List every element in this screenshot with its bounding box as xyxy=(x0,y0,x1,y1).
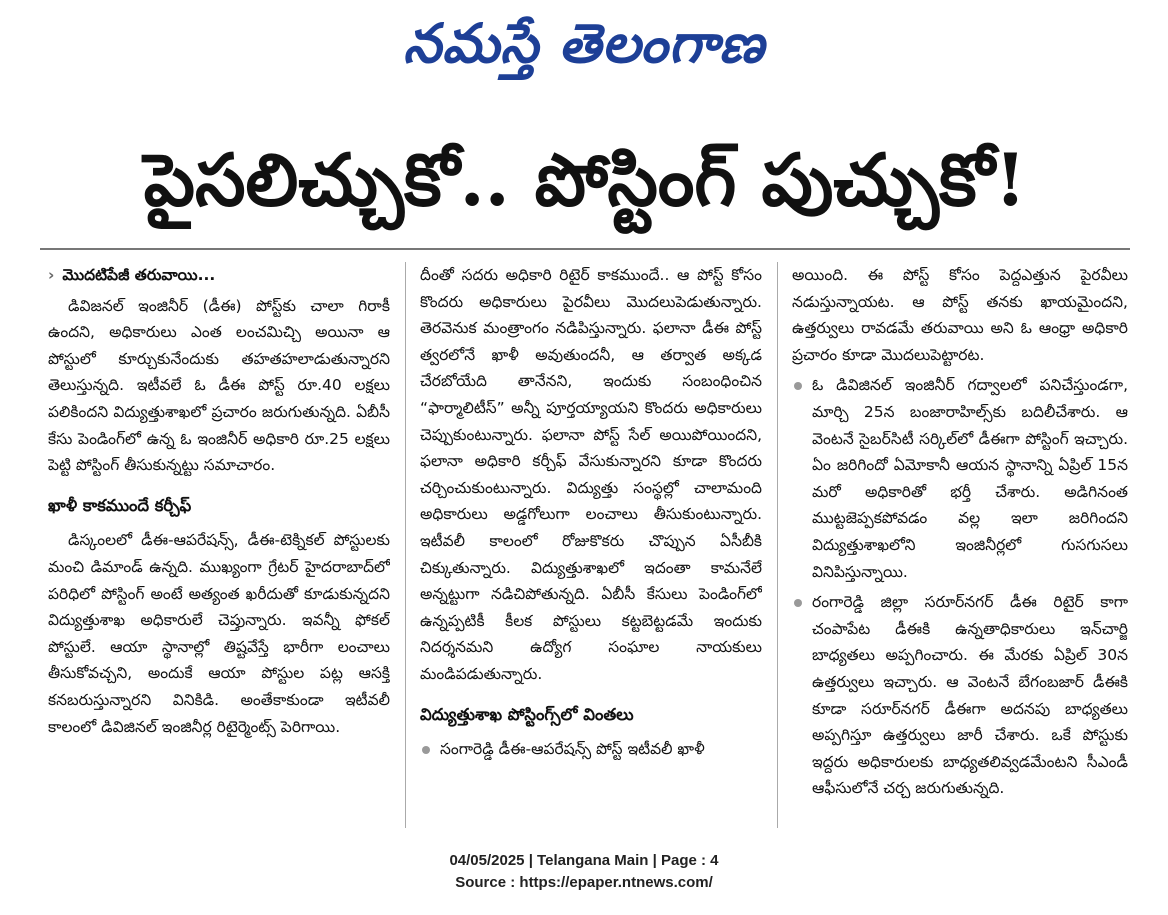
bullet-item xyxy=(420,736,762,763)
article-column-1 xyxy=(48,262,390,830)
bullet-dot-icon xyxy=(422,746,430,754)
paragraph: దీంతో సదరు అధికారి రిటైర్ కాకముందే.. ఆ పోస్ట్ కోసం కొందరు అధికారులు పైరవీలు మొదలుపెడుతున్నారు. తెరవెనుక మంత్రాంగం నడిపిస్తున్నారు. ఫలానా డీఈ పోస్ట్ త్వరలోనే ఖాళీ అవుతుందనీ, ఆ తర్వాత అక్కడ చేరబోయేది తానేనని, ఇందుకు సంబంధించిన “ఫార్మాలిటీస్” అన్నీ పూర్తయ్యాయని కొందరు అధికారులు చెప్పుకుంటున్నారు. ఫలానా పోస్ట్ సేల్ అయిపోయిందని, ఫలానా అధికారి కర్చీఫ్ వేసుకున్నారని కూడా కొందరు చర్చించుకుంటున్నారు. విద్యుత్తు సంస్థల్లో చాలామంది అధికారులు అడ్డగోలుగా లంచాలు తీసుకుంటున్నారు. ఇటీవలీ కాలంలో రోజుకొకరు చొప్పున ఏసీబీకి చిక్కుతున్నారు. విద్యుత్తుశాఖలో ఇదంతా కామనేలే అన్నట్టుగా నడిచిపోతున్నది. ఏబీసీ కేసులు పెండింగ్‌లో ఉన్నప్పటికీ కీలక పోస్టులు కట్టబెట్టడమే ఇందుకు నిదర్శనమని ఉద్యోగ సంఘాల నాయకులు మండిపడుతున్నారు. xyxy=(420,266,762,683)
paragraph: అయింది. ఈ పోస్ట్ కోసం పెద్దఎత్తున పైరవీలు నడుస్తున్నాయట. ఆ పోస్ట్ తనకు ఖాయమైందని, ఉత్తర్వులు రావడమే తరువాయి అని ఓ ఆంధ్రా అధికారి ప్రచారం కూడా మొదలుపెట్టారట. xyxy=(792,266,1128,364)
page-footer xyxy=(0,850,1168,894)
paragraph: డిస్కంలలో డీఈ-ఆపరేషన్స్, డీఈ-టెక్నికల్ పోస్టులకు మంచి డిమాండ్ ఉన్నది. ముఖ్యంగా గ్రేటర్ హైదరాబాద్‌లో పరిధిలో పోస్టింగ్ అంటే అత్యంత ఖరీదుతో కూడుకున్నదని విద్యుత్తుశాఖ అధికారులే చెప్తున్నారు. ఇవన్నీ ఫోకల్ పోస్టులే. ఆయా స్థానాల్లో తిష్టవేస్తే భారీగా లంచాలు తీసుకోవచ్చని, అందుకే ఆయా పోస్టుల పట్ల ఆసక్తి కనబరుస్తున్నారని వినికిడి. అంతేకాకుండా ఇటీవలీ కాలంలో డివిజినల్ ఇంజినీర్ల రిటైర్మెంట్స్ పెరిగాయి. xyxy=(48,531,390,736)
subheading: ఖాళీ కాకముందే కర్చీఫ్ xyxy=(48,495,192,515)
masthead-logo: నమస్తే తెలంగాణ xyxy=(403,11,765,75)
bullet-item xyxy=(792,372,1128,585)
headline: పైసలిచ్చుకో.. పోస్టింగ్ పుచ్చుకో! xyxy=(143,137,1027,222)
continued-label: మొదటిపేజీ తరువాయి... xyxy=(62,266,216,284)
headline-divider xyxy=(40,248,1130,250)
bullet-item xyxy=(792,589,1128,802)
column-divider xyxy=(405,262,406,828)
bullet-text: సంగారెడ్డి డీఈ-ఆపరేషన్స్ పోస్ట్ ఇటీవలీ ఖాళీ xyxy=(440,740,705,759)
edition-info: 04/05/2025 | Telangana Main | Page : 4 xyxy=(449,852,719,869)
chevron-right-icon: › xyxy=(48,266,55,284)
subheading: విద్యుత్తుశాఖ పోస్టింగ్స్‌లో వింతలు xyxy=(420,704,634,724)
article-column-3 xyxy=(792,262,1128,830)
paragraph: డివిజనల్ ఇంజినీర్ (డీఈ) పోస్ట్‌కు చాలా గిరాకీ ఉందని, అధికారులు ఎంత లంచమిచ్చి అయినా ఆ పోస్టులో కూర్చుకునేందుకు తహతహలాడుతున్నారని తెలుస్తున్నది. ఇటీవలే ఓ డీఈ పోస్ట్ రూ.40 లక్షలు పలికిందని విద్యుత్తుశాఖలో ప్రచారం జరుగుతున్నది. ఏబీసీ కేసు పెండింగ్‌లో ఉన్న ఓ ఇంజినీర్ అధికారి రూ.25 లక్షలు పెట్టి పోస్టింగ్ తీసుకున్నట్టు సమాచారం. xyxy=(48,296,390,475)
bullet-dot-icon xyxy=(794,599,802,607)
bullet-text: ఓ డివిజినల్ ఇంజినీర్ గద్వాలలో పనిచేస్తుండగా, మార్చి 25న బంజారాహిల్స్‌కు బదిలీచేశారు. ఆ వెంటనే సైబర్‌సిటీ సర్కిల్‌లో డీఈగా పోస్టింగ్ ఇచ్చారు. ఏం జరిగిందో ఏమోకానీ ఆయన స్థానాన్ని ఏప్రిల్ 15న మరో అధికారితో భర్తీ చేశారు. అడిగినంత ముట్టజెప్పకపోవడం వల్ల ఇలా జరిగిందని విద్యుత్తుశాఖలోని ఇంజినీర్లలో గుసగుసలు వినిపిస్తున్నాయి. xyxy=(812,376,1128,581)
article-column-2 xyxy=(420,262,762,830)
column-divider xyxy=(777,262,778,828)
source-url[interactable]: Source : https://epaper.ntnews.com/ xyxy=(455,874,713,891)
continued-from-front-page xyxy=(48,262,390,289)
bullet-dot-icon xyxy=(794,382,802,390)
bullet-text: రంగారెడ్డి జిల్లా సరూర్‌నగర్ డీఈ రిటైర్ కాగా చంపాపేట డీఈకి ఉన్నతాధికారులు ఇన్‌చార్జి బాధ్యతలు అప్పగించారు. ఈ మేరకు ఏప్రిల్ 30న ఉత్తర్వులు ఇచ్చారు. ఆ వెంటనే బేగంబజార్ డీఈకి కూడా సరూర్‌నగర్ డీఈగా అదనపు బాధ్యతలు అప్పగిస్తూ ఉత్తర్వులు జారీ చేశారు. ఒకే పోస్టుకు ఇద్దరు అధికారులకు బాధ్యతలివ్వడమేంటని సీఎండీ ఆఫీసులోనే చర్చ జరుగుతున్నది. xyxy=(812,593,1128,798)
